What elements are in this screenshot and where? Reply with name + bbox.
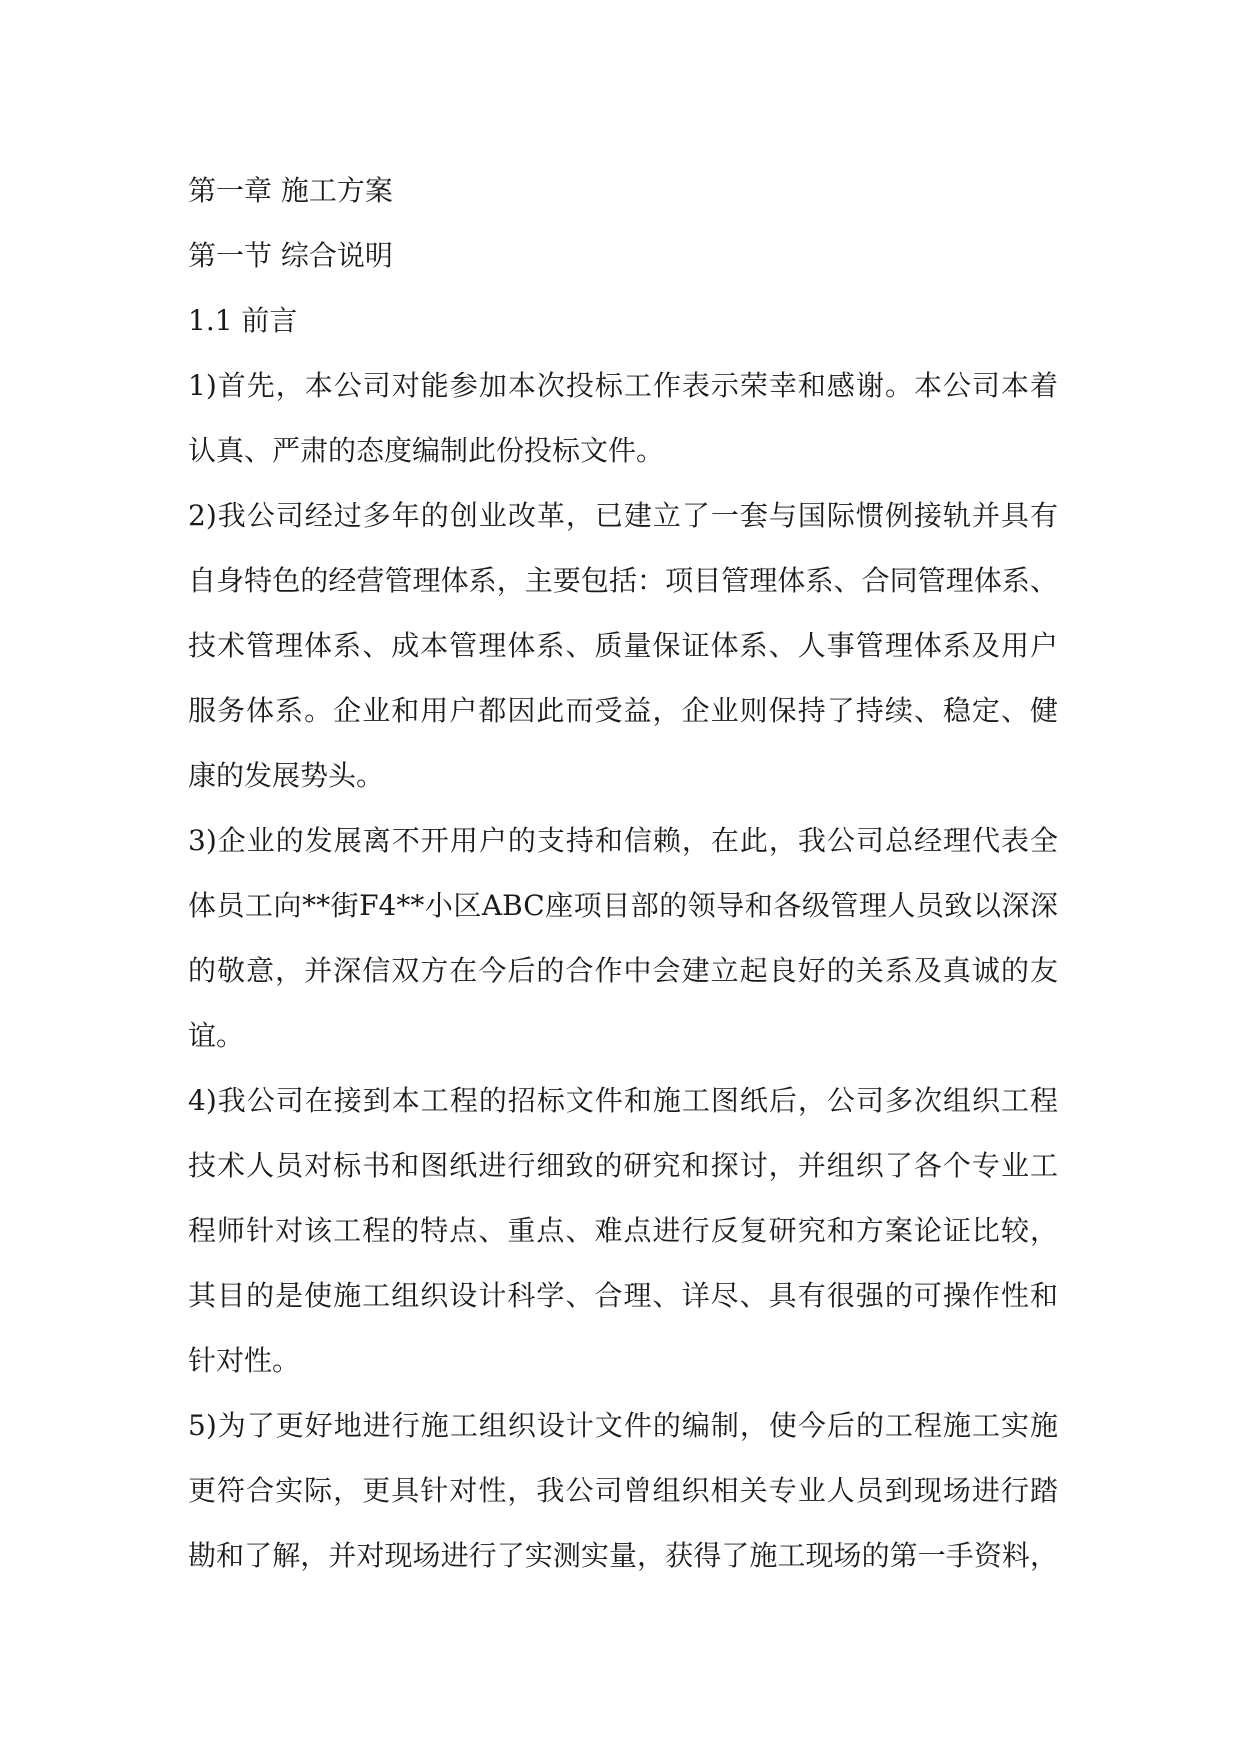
body-line: 的敬意，并深信双方在今后的合作中会建立起良好的关系及真诚的友 [188,954,1058,987]
body-line: 技术人员对标书和图纸进行细致的研究和探讨，并组织了各个专业工 [188,1149,1058,1182]
body-line: 其目的是使施工组织设计科学、合理、详尽、具有很强的可操作性和 [188,1279,1058,1312]
subsection-title: 1.1 前言 [188,304,298,337]
body-line: 技术管理体系、成本管理体系、质量保证体系、人事管理体系及用户 [188,629,1058,662]
body-line: 体员工向**街F4**小区ABC座项目部的领导和各级管理人员致以深深 [188,889,1058,922]
body-line: 勘和了解，并对现场进行了实测实量，获得了施工现场的第一手资料， [188,1539,1058,1572]
body-line: 更符合实际，更具针对性，我公司曾组织相关专业人员到现场进行踏 [188,1474,1058,1507]
chapter-title: 第一章 施工方案 [188,174,393,207]
body-line: 4)我公司在接到本工程的招标文件和施工图纸后，公司多次组织工程 [188,1084,1058,1117]
body-line: 认真、严肃的态度编制此份投标文件。 [188,434,665,467]
body-line: 针对性。 [188,1344,301,1377]
body-line: 3)企业的发展离不开用户的支持和信赖，在此，我公司总经理代表全 [188,824,1058,857]
body-line: 2)我公司经过多年的创业改革，已建立了一套与国际惯例接轨并具有 [188,499,1058,532]
document-page [188,158,1058,1588]
body-line: 康的发展势头。 [188,759,385,792]
section-title: 第一节 综合说明 [188,239,393,272]
body-line: 1)首先，本公司对能参加本次投标工作表示荣幸和感谢。本公司本着 [188,369,1058,402]
body-line: 谊。 [188,1019,245,1052]
body-line: 服务体系。企业和用户都因此而受益，企业则保持了持续、稳定、健 [188,694,1058,727]
body-line: 自身特色的经营管理体系，主要包括：项目管理体系、合同管理体系、 [188,564,1058,597]
body-line: 程师针对该工程的特点、重点、难点进行反复研究和方案论证比较， [188,1214,1058,1247]
body-line: 5)为了更好地进行施工组织设计文件的编制，使今后的工程施工实施 [188,1409,1058,1442]
